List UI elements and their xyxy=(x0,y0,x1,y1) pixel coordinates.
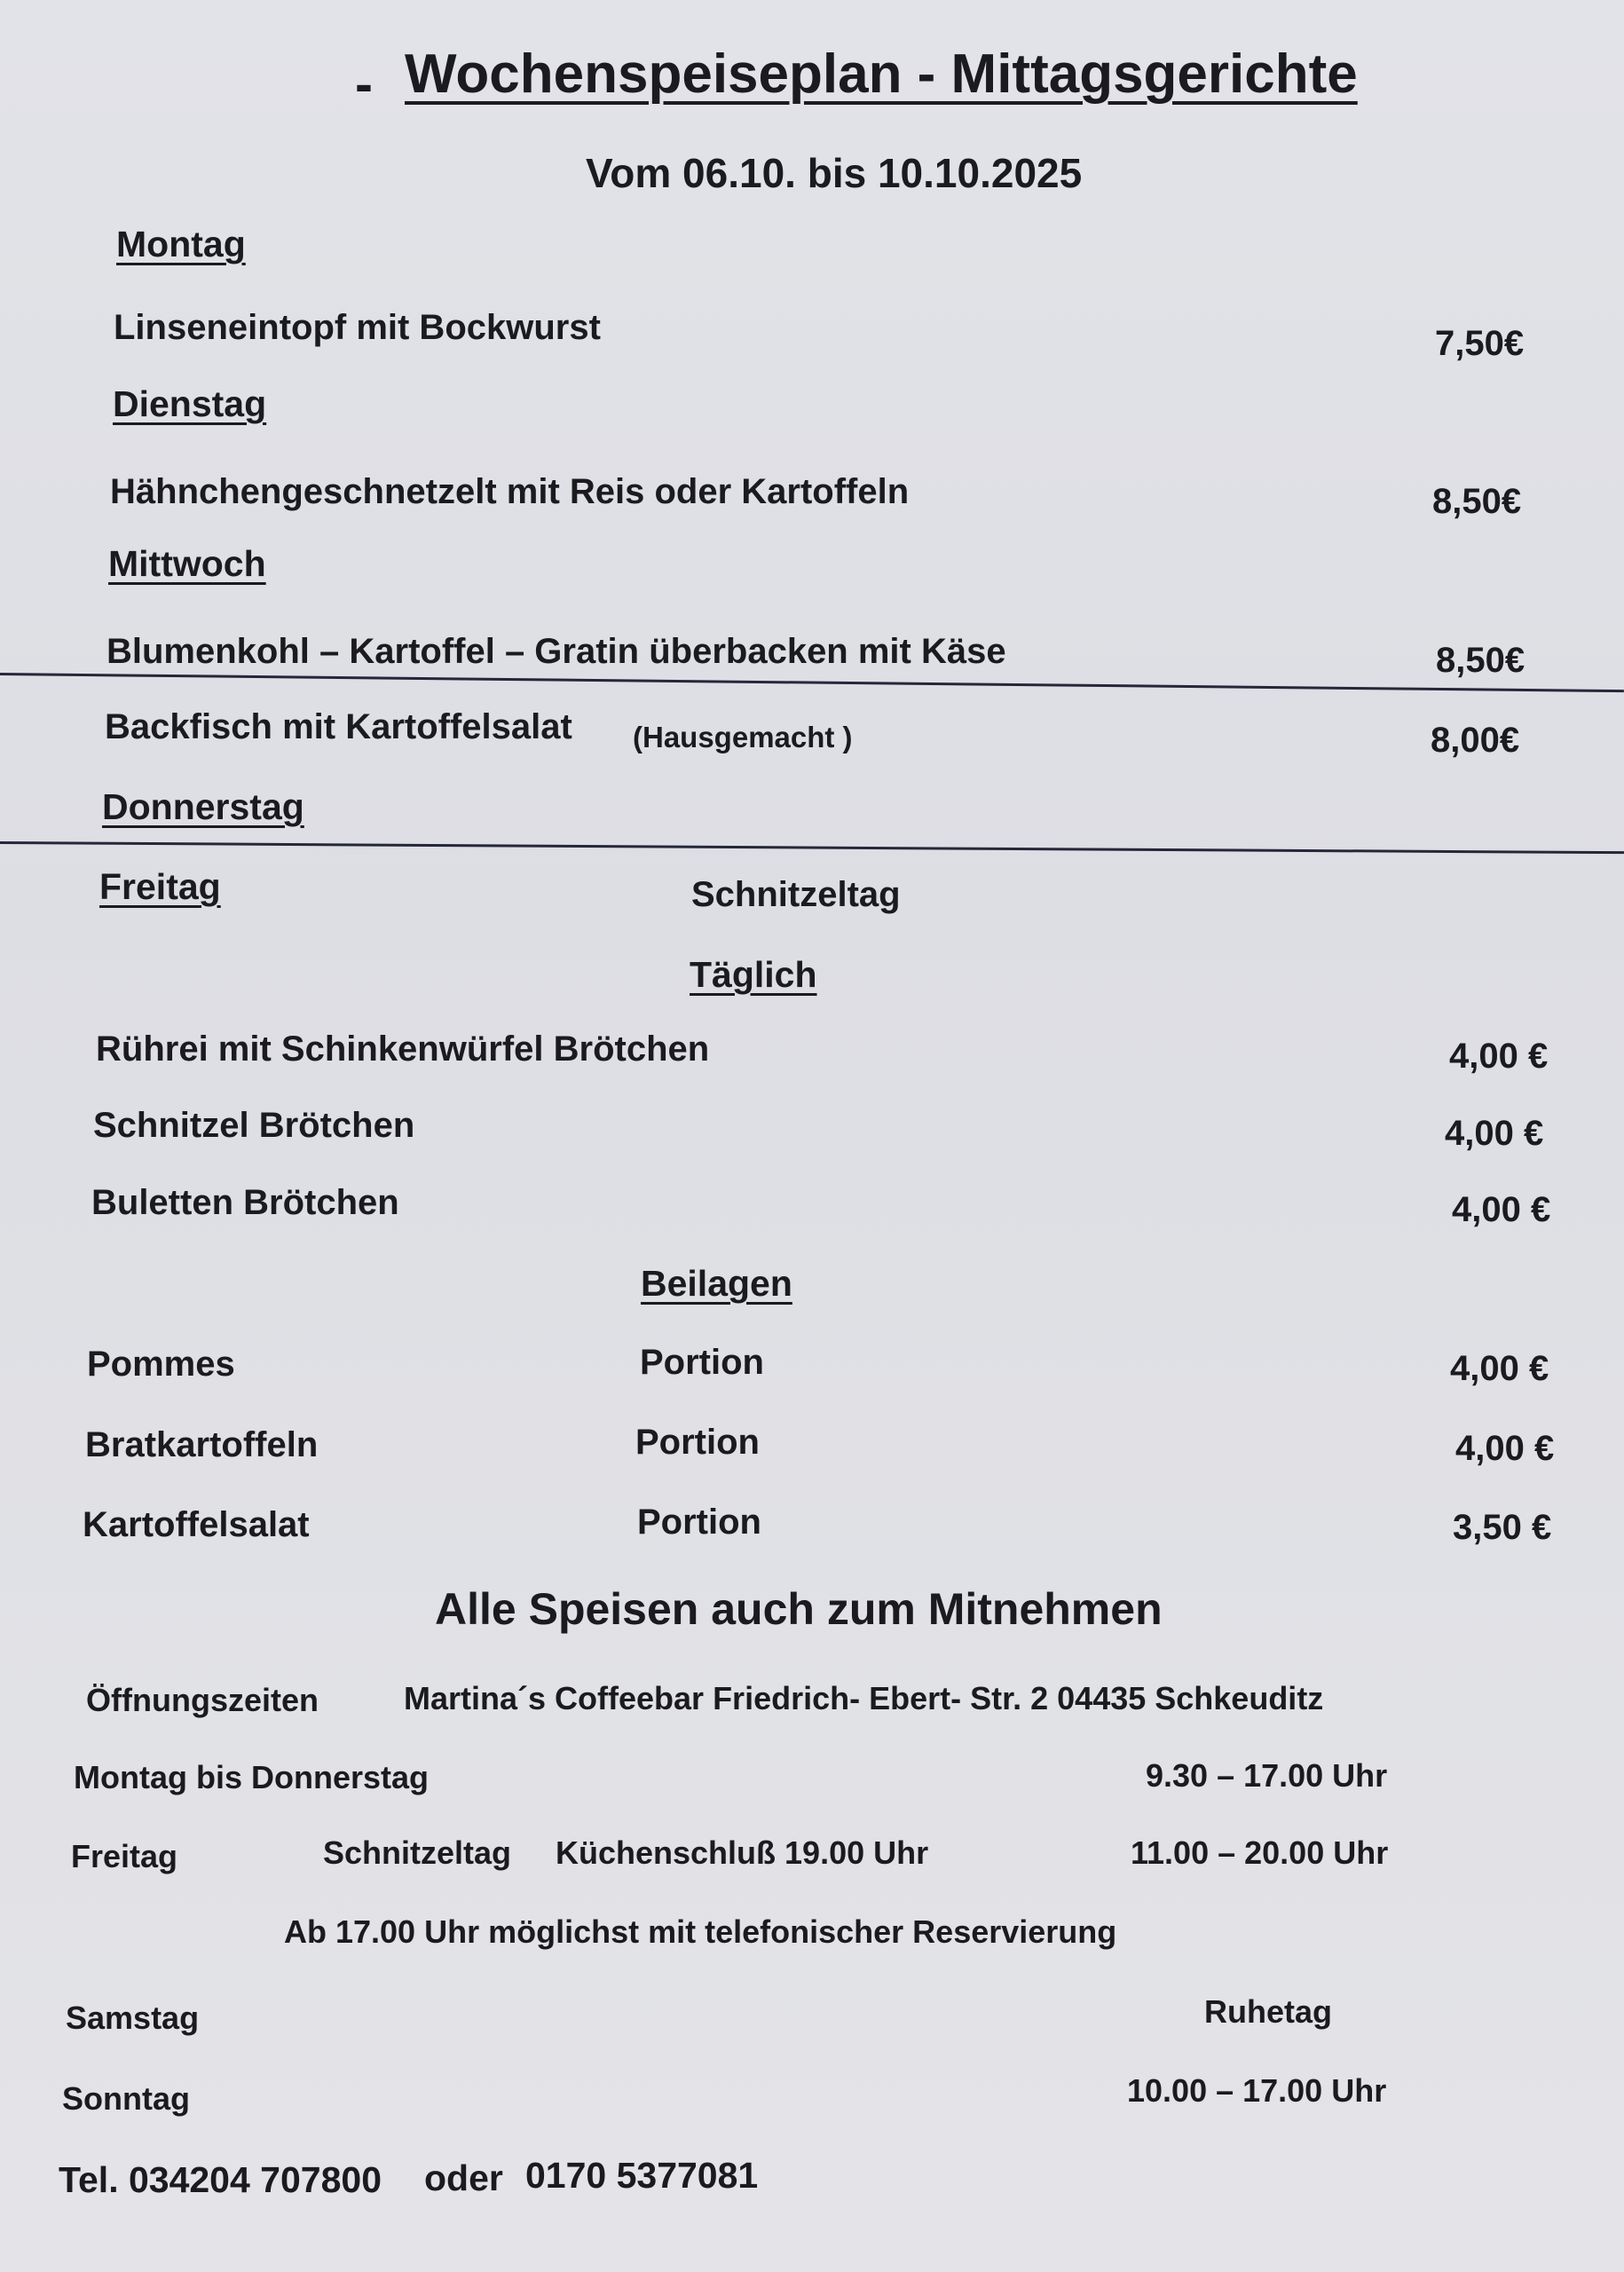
price-dienstag: 8,50€ xyxy=(1432,482,1522,521)
price-mittwoch: 8,50€ xyxy=(1436,641,1525,680)
price-montag: 7,50€ xyxy=(1435,324,1525,363)
strike-line-top xyxy=(0,673,1624,692)
hours-fri-time: 11.00 – 20.00 Uhr xyxy=(1131,1834,1389,1871)
day-heading-mittwoch: Mittwoch xyxy=(108,543,266,584)
phone-2: 0170 5377081 xyxy=(525,2155,759,2196)
hours-fri-note1: Schnitzeltag xyxy=(323,1834,512,1871)
list-item: Buletten Brötchen xyxy=(91,1183,399,1222)
dish-dienstag: Hähnchengeschnetzelt mit Reis oder Kartoffeln xyxy=(110,472,910,511)
day-heading-dienstag: Dienstag xyxy=(113,383,267,424)
day-heading-montag: Montag xyxy=(116,224,246,264)
hours-fri-note2: Küchenschluß 19.00 Uhr xyxy=(556,1834,929,1871)
phone-1: Tel. 034204 707800 xyxy=(59,2159,382,2200)
dish-backfisch-note: (Hausgemacht ) xyxy=(633,721,853,753)
list-item-price: 4,00 € xyxy=(1445,1114,1544,1153)
list-item-price: 4,00 € xyxy=(1455,1429,1555,1468)
list-item: Kartoffelsalat xyxy=(83,1505,310,1544)
hours-sun-time: 10.00 – 17.00 Uhr xyxy=(1127,2072,1387,2109)
day-heading-donnerstag: Donnerstag xyxy=(102,786,304,827)
list-item-price: 4,00 € xyxy=(1450,1349,1549,1388)
phone-or: oder xyxy=(424,2158,503,2198)
hours-label: Öffnungszeiten xyxy=(86,1682,319,1718)
dish-freitag: Schnitzeltag xyxy=(691,875,901,914)
section-heading-taeglich: Täglich xyxy=(690,954,817,995)
list-item: Pommes xyxy=(87,1345,235,1384)
hours-fri-label: Freitag xyxy=(71,1838,178,1874)
list-item-price: 4,00 € xyxy=(1452,1190,1551,1229)
list-item-unit: Portion xyxy=(637,1503,761,1542)
day-heading-freitag: Freitag xyxy=(99,866,221,907)
hours-mon-thu-time: 9.30 – 17.00 Uhr xyxy=(1146,1757,1388,1794)
title-dash: - xyxy=(355,54,373,114)
section-heading-beilagen: Beilagen xyxy=(641,1263,792,1304)
dish-mittwoch: Blumenkohl – Kartoffel – Gratin überbacken mit Käse xyxy=(106,632,1006,671)
hours-sun-label: Sonntag xyxy=(62,2080,190,2117)
reservation-note: Ab 17.00 Uhr möglichst mit telefonischer Reservierung xyxy=(284,1913,1117,1950)
hours-sat-label: Samstag xyxy=(66,2000,200,2036)
strike-line-bottom xyxy=(0,841,1624,854)
price-backfisch: 8,00€ xyxy=(1431,721,1520,760)
takeaway-notice: Alle Speisen auch zum Mitnehmen xyxy=(435,1584,1163,1634)
dish-montag: Linseneintopf mit Bockwurst xyxy=(114,308,601,347)
address: Martina´s Coffeebar Friedrich- Ebert- Str. 2 04435 Schkeuditz xyxy=(404,1680,1324,1716)
list-item-price: 3,50 € xyxy=(1453,1508,1552,1547)
hours-mon-thu-label: Montag bis Donnerstag xyxy=(74,1759,430,1795)
list-item: Schnitzel Brötchen xyxy=(93,1106,415,1145)
list-item-unit: Portion xyxy=(635,1423,760,1462)
hours-sat-time: Ruhetag xyxy=(1204,1993,1332,2030)
list-item-price: 4,00 € xyxy=(1449,1037,1549,1076)
page-title: Wochenspeiseplan - Mittagsgerichte xyxy=(405,43,1358,105)
date-range: Vom 06.10. bis 10.10.2025 xyxy=(586,150,1083,196)
list-item: Bratkartoffeln xyxy=(85,1425,319,1464)
list-item-unit: Portion xyxy=(640,1343,764,1382)
dish-backfisch: Backfisch mit Kartoffelsalat xyxy=(105,707,572,746)
list-item: Rührei mit Schinkenwürfel Brötchen xyxy=(96,1030,710,1069)
